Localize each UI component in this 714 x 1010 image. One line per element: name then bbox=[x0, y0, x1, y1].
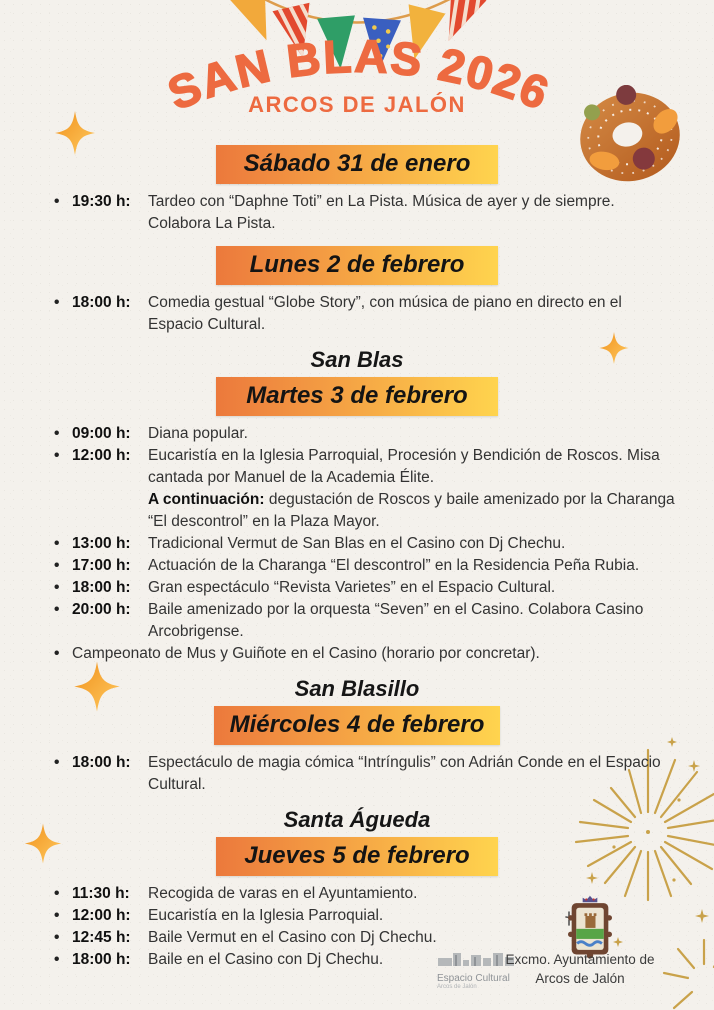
section-martes-3-febrero bbox=[0, 347, 714, 665]
event-text: Espectáculo de magia cómica “Intríngulis” con Adrián Conde en el Espacio Cultural. bbox=[148, 754, 661, 793]
event-list bbox=[0, 292, 714, 336]
event-time: 18:00 h: bbox=[72, 754, 131, 771]
event-time: 12:00 h: bbox=[72, 447, 131, 464]
event-text: Comedia gestual “Globe Story”, con música de piano en directo en el Espacio Cultural. bbox=[148, 294, 622, 333]
event-text: Eucaristía en la Iglesia Parroquial. bbox=[148, 907, 384, 924]
event-item bbox=[54, 292, 680, 336]
espacio-cultural-sublabel: Arcos de Jalón bbox=[437, 984, 477, 990]
event-list bbox=[0, 423, 714, 665]
event-time: 19:30 h: bbox=[72, 193, 131, 210]
feast-name: San Blas bbox=[310, 347, 404, 372]
section-sabado-31-enero bbox=[0, 145, 714, 235]
event-text: Actuación de la Charanga “El descontrol” en la Residencia Peña Rubia. bbox=[148, 557, 640, 574]
svg-text:SAN BLAS 2026: SAN BLAS 2026 bbox=[160, 29, 558, 121]
event-item bbox=[54, 191, 680, 235]
event-text: Baile en el Casino con Dj Chechu. bbox=[148, 951, 384, 968]
section-miercoles-4-febrero bbox=[0, 676, 714, 796]
event-item bbox=[54, 445, 680, 533]
event-text: Gran espectáculo “Revista Varietes” en el Espacio Cultural. bbox=[148, 579, 556, 596]
bullet: • bbox=[54, 294, 60, 311]
event-time: 18:00 h: bbox=[72, 951, 131, 968]
bullet: • bbox=[54, 535, 60, 552]
feast-name: Santa Águeda bbox=[283, 807, 431, 832]
page-subtitle: ARCOS DE JALÓN bbox=[248, 92, 466, 117]
bullet: • bbox=[54, 601, 60, 618]
event-list bbox=[0, 191, 714, 235]
bullet: • bbox=[54, 579, 60, 596]
bullet: • bbox=[54, 645, 60, 662]
event-text: Recogida de varas en el Ayuntamiento. bbox=[148, 885, 418, 902]
event-item bbox=[54, 555, 680, 577]
event-item bbox=[54, 423, 680, 445]
event-time: 13:00 h: bbox=[72, 535, 131, 552]
event-time: 18:00 h: bbox=[72, 579, 131, 596]
bullet: • bbox=[54, 907, 60, 924]
bullet: • bbox=[54, 885, 60, 902]
event-text: Baile amenizado por la orquesta “Seven” en el Casino. Colabora Casino Arcobrigense. bbox=[148, 601, 644, 640]
feast-name: San Blasillo bbox=[294, 676, 420, 701]
event-time: 11:30 h: bbox=[72, 885, 130, 902]
bullet: • bbox=[54, 557, 60, 574]
event-cont-text: degustación de Roscos y baile amenizado por la Charanga “El descontrol” en la Plaza Mayor. bbox=[148, 491, 675, 530]
section-lunes-2-febrero bbox=[0, 246, 714, 336]
day-banner: Jueves 5 de febrero bbox=[216, 837, 498, 876]
event-item bbox=[54, 577, 680, 599]
event-list bbox=[0, 752, 714, 796]
event-text: Tardeo con “Daphne Toti” en La Pista. Música de ayer y de siempre. Colabora La Pista. bbox=[148, 193, 615, 232]
event-text: Tradicional Vermut de San Blas en el Casino con Dj Chechu. bbox=[148, 535, 566, 552]
day-banner: Sábado 31 de enero bbox=[216, 145, 498, 184]
ayuntamiento-credit bbox=[503, 950, 657, 988]
ayuntamiento-line1: Excmo. Ayuntamiento de bbox=[505, 952, 655, 967]
event-time: 09:00 h: bbox=[72, 425, 131, 442]
event-cont-label: A continuación: bbox=[148, 491, 265, 508]
event-item bbox=[54, 643, 680, 665]
event-time: 20:00 h: bbox=[72, 601, 131, 618]
program bbox=[0, 145, 714, 982]
ayuntamiento-line2: Arcos de Jalón bbox=[535, 971, 625, 986]
event-time: 12:45 h: bbox=[72, 929, 131, 946]
event-item bbox=[54, 533, 680, 555]
day-banner: Lunes 2 de febrero bbox=[216, 246, 498, 285]
bullet: • bbox=[54, 425, 60, 442]
event-text: Baile Vermut en el Casino con Dj Chechu. bbox=[148, 929, 437, 946]
bullet: • bbox=[54, 193, 60, 210]
event-text: Campeonato de Mus y Guiñote en el Casino (horario por concretar). bbox=[72, 645, 540, 662]
bullet: • bbox=[54, 447, 60, 464]
day-banner: Miércoles 4 de febrero bbox=[214, 706, 501, 745]
bullet: • bbox=[54, 929, 60, 946]
event-time: 18:00 h: bbox=[72, 294, 131, 311]
event-text: Diana popular. bbox=[148, 425, 248, 442]
day-banner: Martes 3 de febrero bbox=[216, 377, 498, 416]
event-text: Eucaristía en la Iglesia Parroquial, Procesión y Bendición de Roscos. Misa cantada por Manuel de la Academia Élite. A continuación: degustación de Roscos y baile amenizado por la Charanga “El descontrol” en la Plaza Mayor. bbox=[148, 447, 675, 530]
event-time: 12:00 h: bbox=[72, 907, 131, 924]
bullet: • bbox=[54, 951, 60, 968]
event-item bbox=[54, 752, 680, 796]
espacio-cultural-label: Espacio Cultural bbox=[437, 973, 510, 984]
event-item bbox=[54, 599, 680, 643]
bullet: • bbox=[54, 754, 60, 771]
event-time: 17:00 h: bbox=[72, 557, 131, 574]
